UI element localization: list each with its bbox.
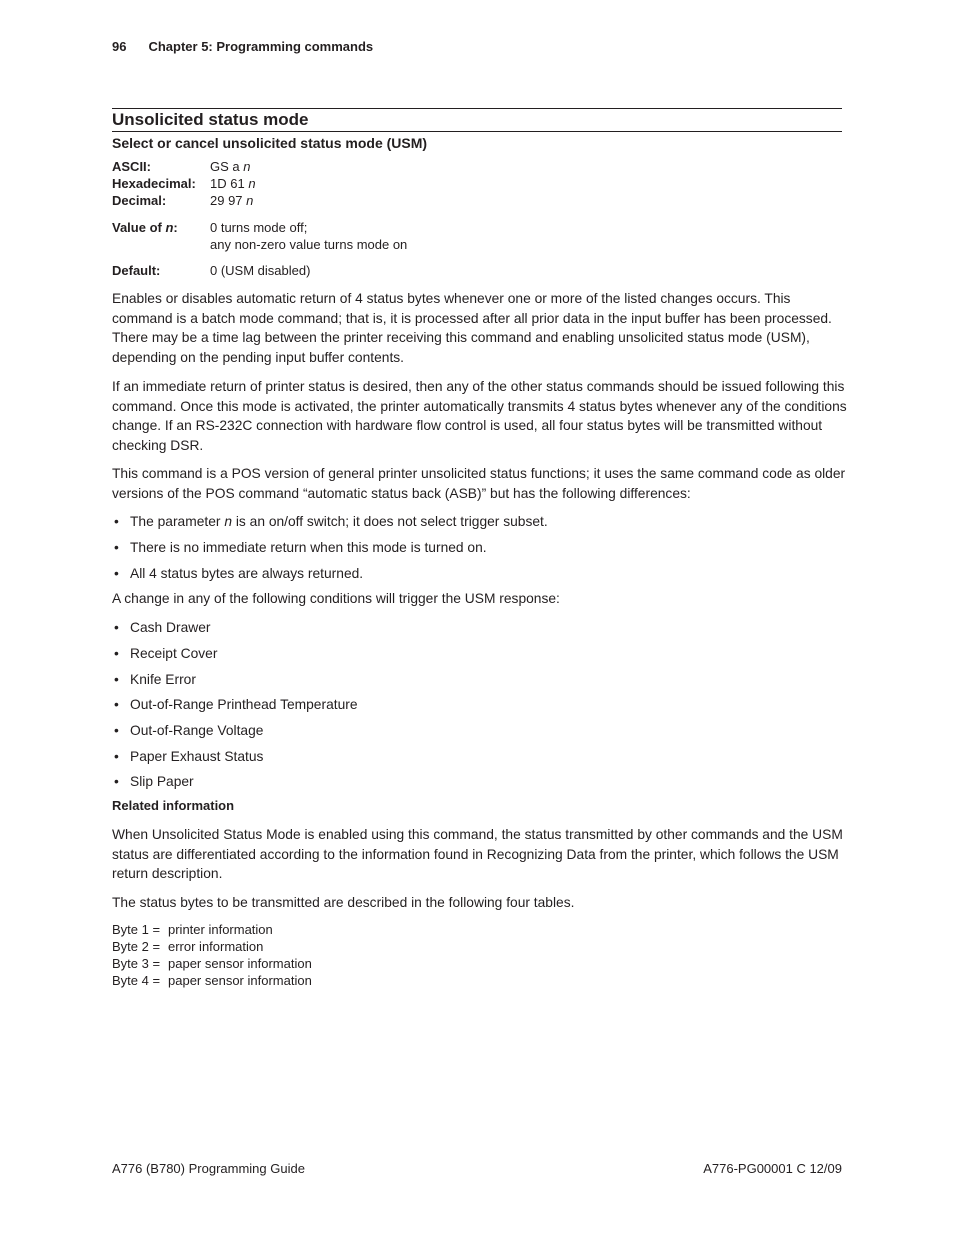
section-title: Unsolicited status mode (112, 110, 309, 129)
related-information-heading: Related information (112, 798, 235, 813)
paragraph-immediate-return: If an immediate return of printer status is desired, then any of the other status commands should be issued following this command. Once this mode is activated, the printer automatically transmits 4 status bytes whenever any of the conditions change. If an RS-232C connection with hardware flow control is used, all four status bytes will be transmitted without checking DSR. (112, 379, 847, 453)
decimal-label: Decimal: (112, 193, 167, 208)
command-title: Select or cancel unsolicited status mode (USM) (112, 135, 428, 151)
default-value: 0 (USM disabled) (210, 263, 311, 278)
paragraph-trigger-intro: A change in any of the following conditions will trigger the USM response: (112, 591, 560, 606)
hex-value: 1D 61 n (210, 176, 256, 191)
running-header (112, 39, 373, 54)
value-of-n-line1: 0 turns mode off; (210, 220, 308, 235)
ascii-value: GS a n (210, 159, 251, 174)
page-number: 96 (112, 39, 127, 54)
paragraph-related: When Unsolicited Status Mode is enabled using this command, the status transmitted by other commands and the USM status are differentiated according to the information found in Recognizing Data from the printer, which follows the USM return description. (112, 827, 843, 881)
paragraph-status-bytes: The status bytes to be transmitted are described in the following four tables. (112, 895, 575, 910)
section-bottom-rule (112, 131, 842, 132)
value-of-n-label: Value of n: (112, 220, 178, 235)
value-of-n-line2: any non-zero value turns mode on (210, 237, 408, 252)
ascii-label: ASCII: (112, 159, 151, 174)
default-label: Default: (112, 263, 161, 278)
footer-document-id: A776-PG00001 C 12/09 (703, 1161, 842, 1176)
footer-guide-title: A776 (B780) Programming Guide (112, 1161, 305, 1176)
chapter-title: Chapter 5: Programming commands (148, 39, 374, 54)
hex-label: Hexadecimal: (112, 176, 196, 191)
paragraph-pos-version: This command is a POS version of general printer unsolicited status functions; it uses the same command code as older versions of the POS command “automatic status back (ASB)” but has the following differences: (112, 466, 846, 501)
decimal-value: 29 97 n (210, 193, 254, 208)
paragraph-description: Enables or disables automatic return of 4 status bytes whenever one or more of the listed changes occurs. This command is a batch mode command; that is, it is processed after all prior data in the input buffer has been processed. There may be a time lag between the printer receiving this command and enabling unsolicited status mode (USM), depending on the pending input buffer contents. (112, 291, 832, 365)
